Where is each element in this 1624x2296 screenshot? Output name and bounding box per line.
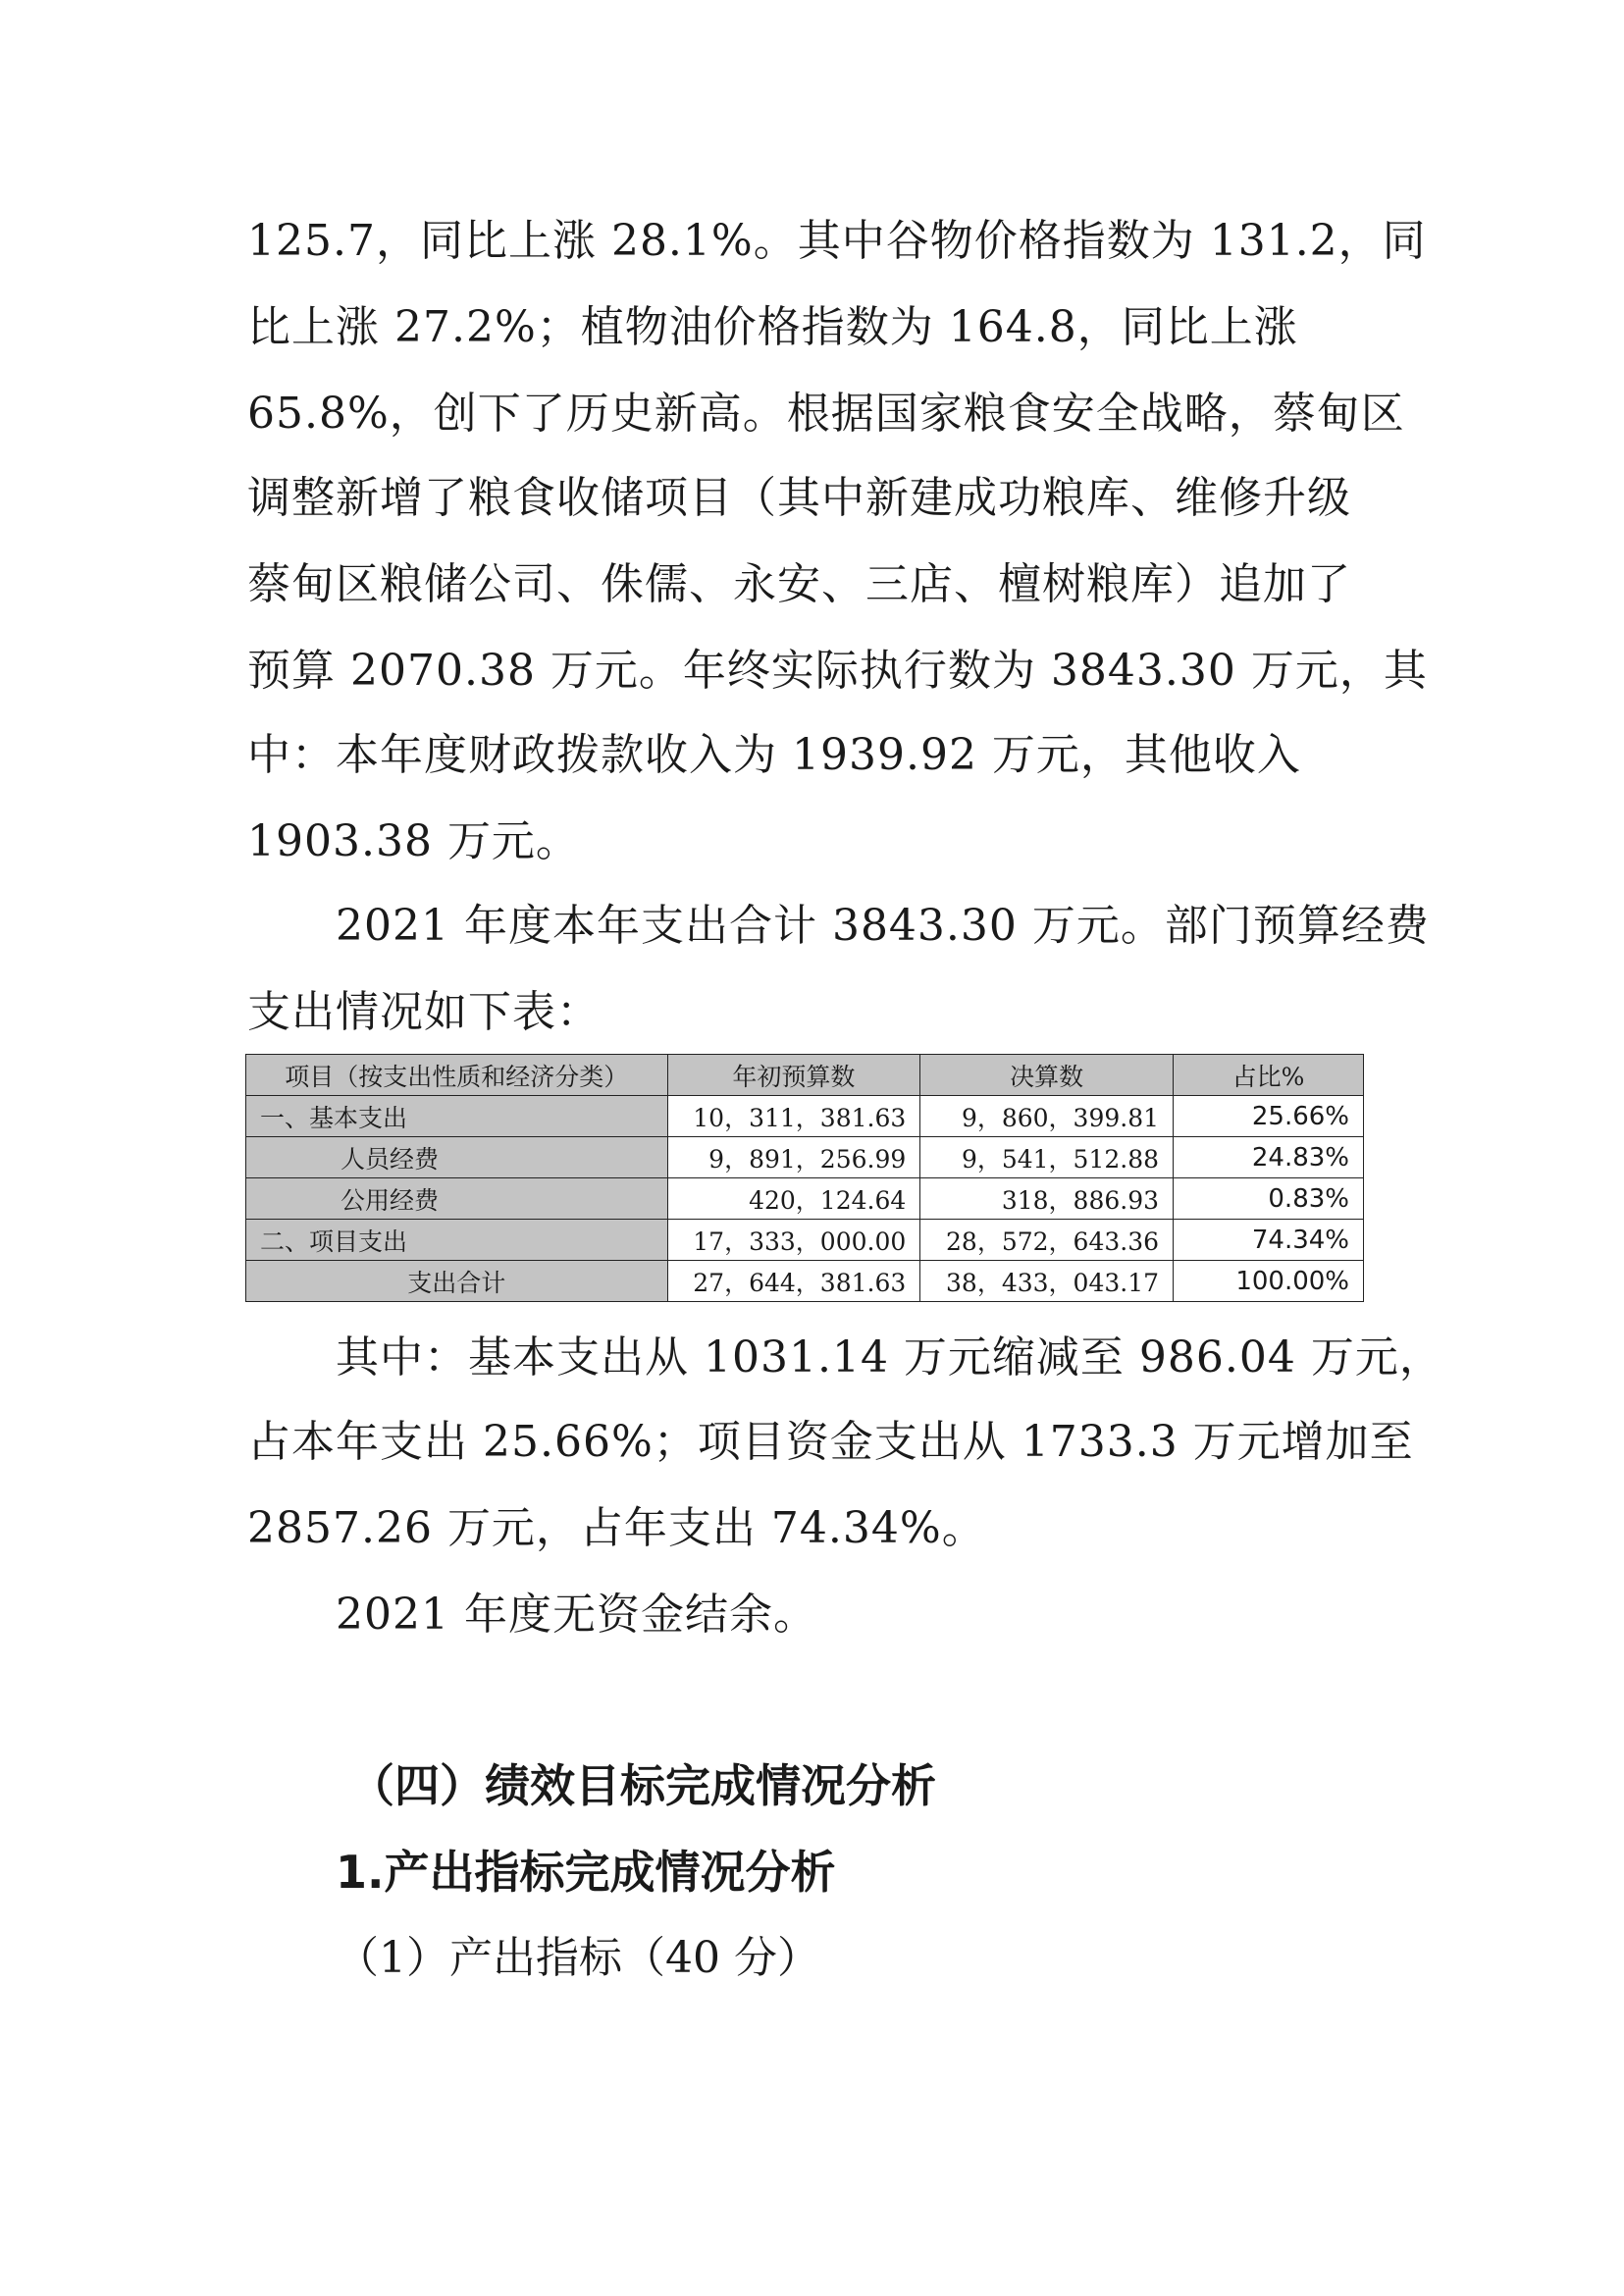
row-label: 一、基本支出 — [246, 1096, 668, 1137]
row-final: 28，572，643.36 — [920, 1220, 1174, 1261]
paragraph1-line-7: 中：本年度财政拨款收入为 1939.92 万元，其他收入 — [247, 730, 1301, 780]
header-item: 项目（按支出性质和经济分类） — [246, 1055, 668, 1096]
row-label: 支出合计 — [246, 1261, 668, 1302]
header-ratio: 占比% — [1174, 1055, 1364, 1096]
table-row-total — [246, 1261, 1364, 1302]
paragraph4-line-1: 2021 年度无资金结余。 — [336, 1590, 817, 1640]
sub-heading: 1.产出指标完成情况分析 — [336, 1846, 836, 1899]
paragraph2-line-2: 支出情况如下表： — [247, 987, 601, 1037]
table-row — [246, 1220, 1364, 1261]
row-budget: 10，311，381.63 — [667, 1096, 920, 1137]
table-row — [246, 1096, 1364, 1137]
section-heading: （四）绩效目标完成情况分析 — [349, 1759, 936, 1812]
paragraph1-line-6: 预算 2070.38 万元。年终实际执行数为 3843.30 万元，其 — [247, 646, 1428, 696]
paragraph3-line-2: 占本年支出 25.66%；项目资金支出从 1733.3 万元增加至 — [247, 1417, 1414, 1467]
paragraph1-line-5: 蔡甸区粮储公司、侏儒、永安、三店、檀树粮库）追加了 — [247, 559, 1351, 609]
table-row — [246, 1137, 1364, 1178]
row-final: 38，433，043.17 — [920, 1261, 1174, 1302]
table-row — [246, 1178, 1364, 1220]
header-final: 决算数 — [920, 1055, 1174, 1096]
paragraph1-line-3: 65.8%，创下了历史新高。根据国家粮食安全战略，蔡甸区 — [247, 389, 1405, 439]
row-final: 9，541，512.88 — [920, 1137, 1174, 1178]
row-ratio: 0.83% — [1174, 1178, 1364, 1220]
paragraph1-line-4: 调整新增了粮食收储项目（其中新建成功粮库、维修升级 — [247, 473, 1351, 523]
row-ratio: 100.00% — [1174, 1261, 1364, 1302]
table-header-row — [246, 1055, 1364, 1096]
row-label: 二、项目支出 — [246, 1220, 668, 1261]
sub-sub-heading: （1）产出指标（40 分） — [336, 1933, 820, 1983]
paragraph3-line-1: 其中：基本支出从 1031.14 万元缩减至 986.04 万元， — [336, 1332, 1443, 1383]
row-budget: 420，124.64 — [667, 1178, 920, 1220]
paragraph2-line-1: 2021 年度本年支出合计 3843.30 万元。部门预算经费 — [336, 901, 1430, 951]
budget-table — [245, 1054, 1364, 1302]
paragraph3-line-3: 2857.26 万元，占年支出 74.34%。 — [247, 1503, 986, 1553]
row-budget: 27，644，381.63 — [667, 1261, 920, 1302]
row-label: 公用经费 — [246, 1178, 668, 1220]
row-final: 9，860，399.81 — [920, 1096, 1174, 1137]
header-budget: 年初预算数 — [667, 1055, 920, 1096]
row-final: 318，886.93 — [920, 1178, 1174, 1220]
paragraph1-line-1: 125.7，同比上涨 28.1%。其中谷物价格指数为 131.2，同 — [247, 216, 1427, 266]
row-ratio: 25.66% — [1174, 1096, 1364, 1137]
row-label: 人员经费 — [246, 1137, 668, 1178]
paragraph1-line-8: 1903.38 万元。 — [247, 816, 580, 866]
row-budget: 9，891，256.99 — [667, 1137, 920, 1178]
row-budget: 17，333，000.00 — [667, 1220, 920, 1261]
row-ratio: 24.83% — [1174, 1137, 1364, 1178]
paragraph1-line-2: 比上涨 27.2%；植物油价格指数为 164.8，同比上涨 — [247, 302, 1298, 352]
row-ratio: 74.34% — [1174, 1220, 1364, 1261]
